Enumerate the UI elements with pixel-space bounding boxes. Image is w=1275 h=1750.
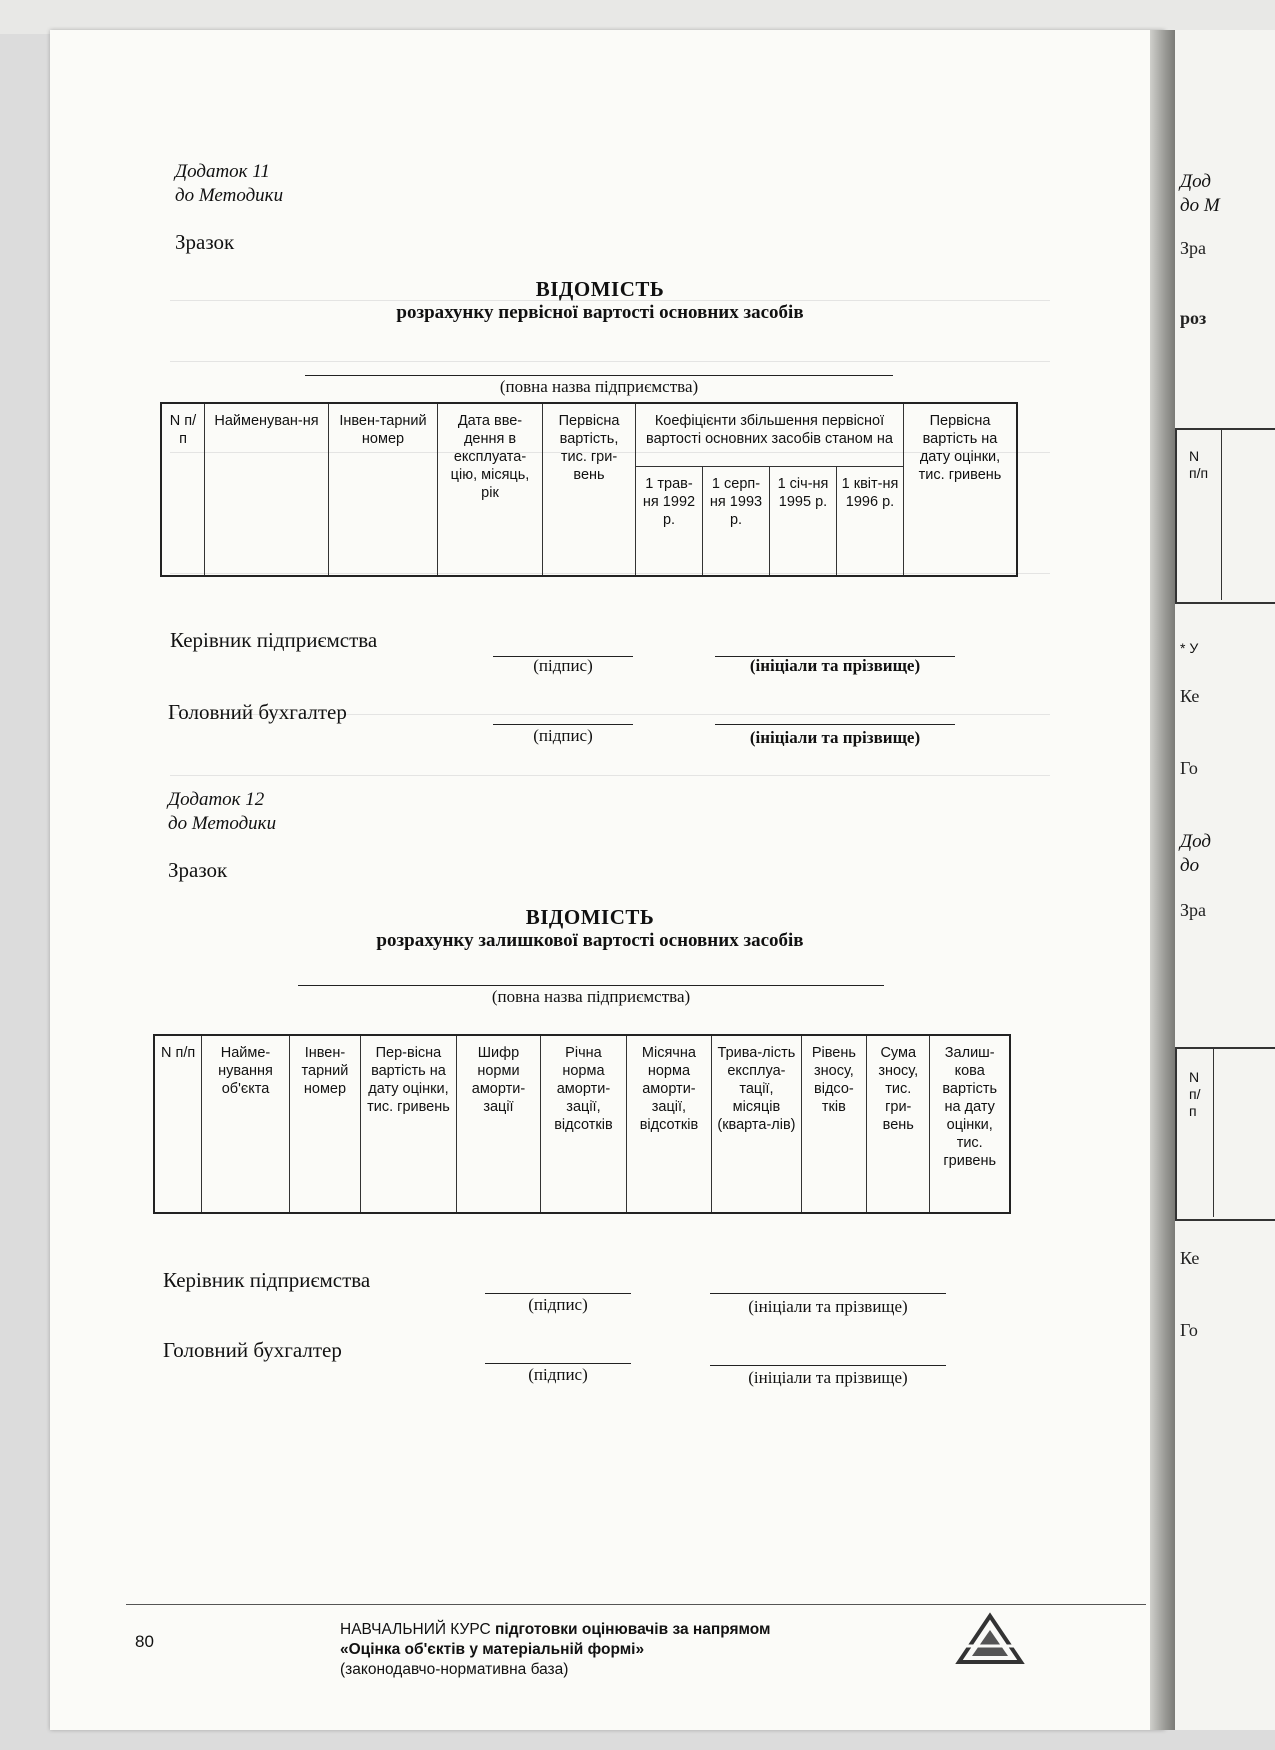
document-title: ВІДОМІСТЬ xyxy=(535,277,665,301)
next-accountant-label: Го xyxy=(1180,758,1198,778)
footer-course-title xyxy=(340,1620,771,1680)
company-name-caption: (повна назва підприємства) xyxy=(499,377,699,396)
institute-logo-icon xyxy=(955,1612,1025,1666)
appendix-label xyxy=(168,788,276,836)
accountant-signature-caption: (підпис) xyxy=(528,1365,588,1384)
accountant-signature-line xyxy=(493,724,633,725)
footer-course-subject: «Оцінка об'єктів у матеріальній формі» xyxy=(340,1641,645,1658)
appendix-number: Додаток 11 xyxy=(175,161,270,182)
scan-background xyxy=(0,0,1275,34)
col-initial-value: Первісна вартість, тис. гри-вень xyxy=(543,403,636,576)
next-appendix-number: Дод xyxy=(1180,831,1211,852)
col-depreciation-code: Шифр норми аморти-зації xyxy=(456,1035,540,1213)
col-number: N п/п xyxy=(154,1035,202,1213)
next-table-col-number: N xyxy=(1189,1069,1200,1085)
col-inventory-number: Інвен-тарний номер xyxy=(329,403,438,576)
director-initials-line xyxy=(710,1293,946,1294)
accountant-label: Головний бухгалтер xyxy=(168,700,347,724)
col-object-name: Найме-нування об'єкта xyxy=(202,1035,290,1213)
col-initial-value: Пер-вісна вартість на дату оцінки, тис. гривень xyxy=(361,1035,457,1213)
director-label: Керівник підприємства xyxy=(163,1268,371,1292)
next-accountant-label: Го xyxy=(1180,1320,1198,1340)
col-coef-1992: 1 трав-ня 1992 р. xyxy=(636,467,703,577)
next-table xyxy=(1175,1047,1275,1221)
footer-course-direction: підготовки оцінювачів за напрямом xyxy=(495,1621,771,1638)
accountant-label: Головний бухгалтер xyxy=(163,1338,342,1362)
accountant-initials-caption: (ініціали та прізвище) xyxy=(748,1368,908,1387)
next-table xyxy=(1175,428,1275,604)
footer-rule xyxy=(126,1604,1146,1605)
next-sample-label: Зра xyxy=(1180,900,1207,920)
col-operation-duration: Трива-лість експлуа-тації, місяців (кварта-лів) xyxy=(712,1035,802,1213)
next-subtitle-fragment: роз xyxy=(1180,308,1207,328)
col-value-on-date: Первісна вартість на дату оцінки, тис. гривень xyxy=(904,403,1018,576)
director-initials-caption: (ініціали та прізвище) xyxy=(749,656,921,675)
appendix-reference: до Методики xyxy=(168,813,277,834)
col-coefficients: Коефіцієнти збільшення первісної вартості основних засобів станом на xyxy=(636,403,904,467)
page-fold-shadow xyxy=(1150,30,1175,1730)
initial-value-table xyxy=(160,402,1018,577)
sample-label: Зразок xyxy=(168,858,228,882)
appendix-number: Додаток 12 xyxy=(168,789,265,810)
col-number: N п/п xyxy=(161,403,205,576)
col-name: Найменуван-ня xyxy=(205,403,329,576)
director-signature-caption: (підпис) xyxy=(528,1295,588,1314)
next-appendix-reference: до xyxy=(1180,855,1200,876)
next-director-label: Ке xyxy=(1180,686,1200,706)
adjacent-page-edge xyxy=(1175,30,1275,1730)
residual-value-table xyxy=(153,1034,1011,1214)
company-name-caption: (повна назва підприємства) xyxy=(491,987,691,1006)
next-appendix-label xyxy=(1180,170,1220,218)
col-coef-1993: 1 серп-ня 1993 р. xyxy=(703,467,770,577)
next-footnote: * У xyxy=(1180,640,1199,656)
col-residual-value: Залиш-кова вартість на дату оцінки, тис. гривень xyxy=(930,1035,1010,1213)
next-table-col-number: N xyxy=(1189,448,1200,464)
next-sample-label: Зра xyxy=(1180,238,1207,258)
col-wear-amount: Сума зносу, тис. гри-вень xyxy=(867,1035,930,1213)
col-annual-depreciation: Річна норма аморти-зації, відсотків xyxy=(541,1035,626,1213)
director-signature-line xyxy=(485,1293,631,1294)
director-label: Керівник підприємства xyxy=(170,628,378,652)
footer-course-prefix: НАВЧАЛЬНИЙ КУРС xyxy=(340,1621,496,1638)
document-subtitle: розрахунку залишкової вартості основних засобів xyxy=(376,930,804,951)
company-name-line xyxy=(298,985,884,986)
next-table-col-number-sub: п/ xyxy=(1189,1086,1201,1102)
col-monthly-depreciation: Місячна норма аморти-зації, відсотків xyxy=(626,1035,711,1213)
next-appendix-reference: до М xyxy=(1180,195,1220,216)
director-signature-caption: (підпис) xyxy=(533,656,593,675)
next-appendix-number: Дод xyxy=(1180,171,1211,192)
accountant-signature-caption: (підпис) xyxy=(533,726,593,745)
col-wear-level: Рівень зносу, відсо-тків xyxy=(801,1035,866,1213)
footer-course-note: (законодавчо-нормативна база) xyxy=(340,1661,569,1678)
next-table-col-number-sub: п xyxy=(1189,1103,1197,1119)
appendix-label xyxy=(175,160,283,208)
sample-label: Зразок xyxy=(175,230,235,254)
col-coef-1995: 1 січ-ня 1995 р. xyxy=(770,467,837,577)
next-table-col-number-sub: п/п xyxy=(1189,465,1209,481)
document-title: ВІДОМІСТЬ xyxy=(525,905,655,929)
col-commission-date: Дата вве-дення в експлуата-цію, місяць, рік xyxy=(438,403,543,576)
director-initials-caption: (ініціали та прізвище) xyxy=(748,1297,908,1316)
accountant-signature-line xyxy=(485,1363,631,1364)
appendix-reference: до Методики xyxy=(175,185,284,206)
document-subtitle: розрахунку первісної вартості основних засобів xyxy=(396,302,804,323)
next-director-label: Ке xyxy=(1180,1248,1200,1268)
col-coef-1996: 1 квіт-ня 1996 р. xyxy=(837,467,904,577)
accountant-initials-line xyxy=(715,724,955,725)
company-name-line xyxy=(305,375,893,376)
page-number: 80 xyxy=(135,1632,154,1651)
col-inventory-number: Інвен-тарний номер xyxy=(289,1035,360,1213)
accountant-initials-caption: (ініціали та прізвище) xyxy=(749,728,921,747)
accountant-initials-line xyxy=(710,1365,946,1366)
next-appendix-label xyxy=(1180,830,1211,878)
